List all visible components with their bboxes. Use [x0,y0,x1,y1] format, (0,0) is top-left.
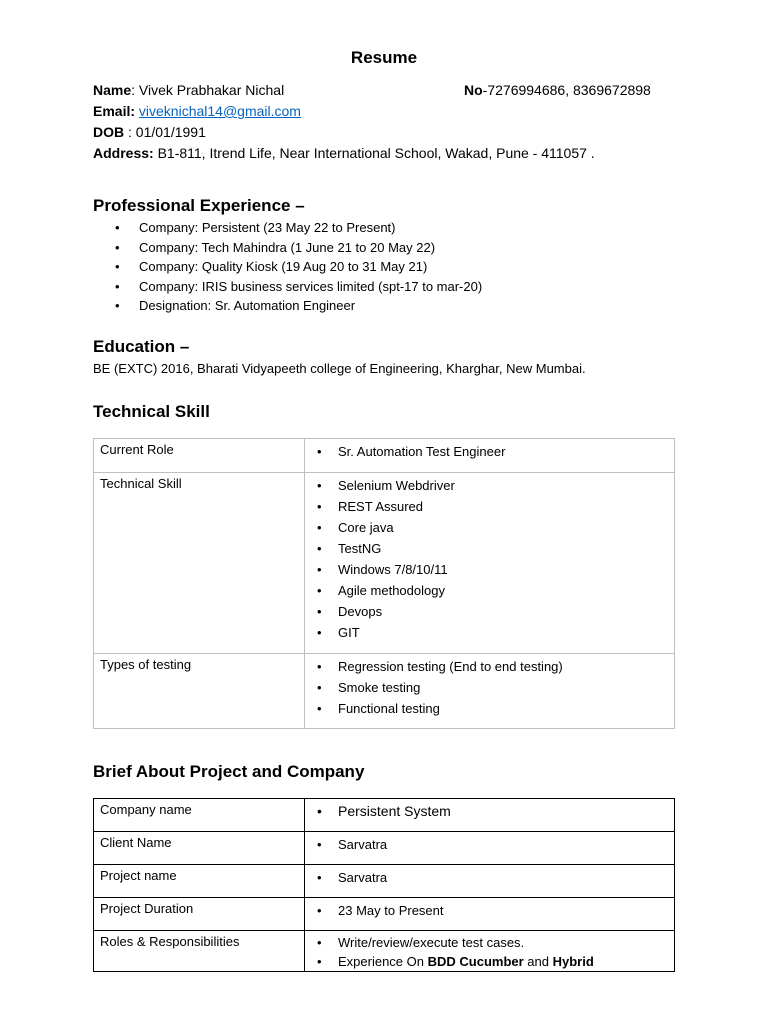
name-line [93,82,284,98]
list-item: • TestNG [311,538,668,559]
experience-item: • Company: Tech Mahindra (1 June 21 to 20 May 22) [93,238,482,258]
list-item: • Sr. Automation Test Engineer [311,441,668,462]
roles-bold-text: BDD Cucumber [427,954,524,969]
list-item: • Core java [311,517,668,538]
experience-item: • Company: Quality Kiosk (19 Aug 20 to 31 May 21) [93,257,482,277]
project-heading: Brief About Project and Company [93,762,365,781]
table-row [94,898,675,931]
project-table [93,798,675,972]
list-item: • Persistent System [311,801,668,822]
list-item: • GIT [311,622,668,643]
dob-line [93,124,206,140]
table-row [94,439,675,473]
project-row-values [305,832,675,865]
list-item [311,952,668,971]
table-row [94,832,675,865]
skill-row-label: Technical Skill [94,473,305,654]
skill-row-values [305,473,675,654]
project-row-values [305,865,675,898]
list-item: • Devops [311,601,668,622]
resume-title: Resume [350,48,418,67]
phone-line [464,82,651,98]
name-label: Name [93,82,132,98]
roles-text: and [523,954,553,969]
dob-value: : 01/01/1991 [124,124,206,140]
list-item: • Windows 7/8/10/11 [311,559,668,580]
name-value: : Vivek Prabhakar Nichal [131,82,285,98]
skills-table [93,438,675,729]
table-row [94,799,675,832]
skill-row-values [305,654,675,729]
project-row-label: Project name [94,865,305,898]
designation-item: • Designation: Sr. Automation Engineer [93,296,482,316]
list-item: • Selenium Webdriver [311,475,668,496]
skill-row-label: Types of testing [94,654,305,729]
dob-label: DOB [93,124,125,140]
table-row [94,473,675,654]
address-line [93,145,595,161]
list-item: • Regression testing (End to end testing) [311,656,668,677]
project-row-values [305,898,675,931]
list-item: • Smoke testing [311,677,668,698]
skill-row-values [305,439,675,473]
table-row [94,865,675,898]
skills-heading: Technical Skill [93,402,210,421]
phone-value: -7276994686, 8369672898 [482,82,651,98]
table-row [94,654,675,729]
project-row-values [305,799,675,832]
email-label: Email: [93,103,136,119]
list-item: • Sarvatra [311,867,668,888]
phone-label: No [464,82,483,98]
table-row [94,931,675,972]
experience-heading: Professional Experience – [93,196,305,215]
experience-item: • Company: Persistent (23 May 22 to Present) [93,218,482,238]
education-text: BE (EXTC) 2016, Bharati Vidyapeeth college of Engineering, Kharghar, New Mumbai. [93,361,586,376]
experience-item: • Company: IRIS business services limited (spt-17 to mar-20) [93,277,482,297]
project-row-label: Company name [94,799,305,832]
address-label: Address: [93,145,154,161]
email-line [93,103,301,119]
project-row-label: Project Duration [94,898,305,931]
project-row-label: Roles & Responsibilities [94,931,305,972]
list-item: • Functional testing [311,698,668,719]
list-item: • REST Assured [311,496,668,517]
list-item: • Agile methodology [311,580,668,601]
email-link[interactable]: viveknichal14@gmail.com [138,103,301,119]
address-value: B1-811, Itrend Life, Near International School, Wakad, Pune - 411057 . [153,145,595,161]
project-row-label: Client Name [94,832,305,865]
roles-text: Experience On [338,954,428,969]
experience-list [93,218,482,316]
skill-row-label: Current Role [94,439,305,473]
education-heading: Education – [93,337,190,356]
list-item: • 23 May to Present [311,900,668,921]
list-item: • Write/review/execute test cases. [311,933,668,952]
list-item: • Sarvatra [311,834,668,855]
roles-bold-text: Hybrid [552,954,594,969]
project-row-values [305,931,675,972]
